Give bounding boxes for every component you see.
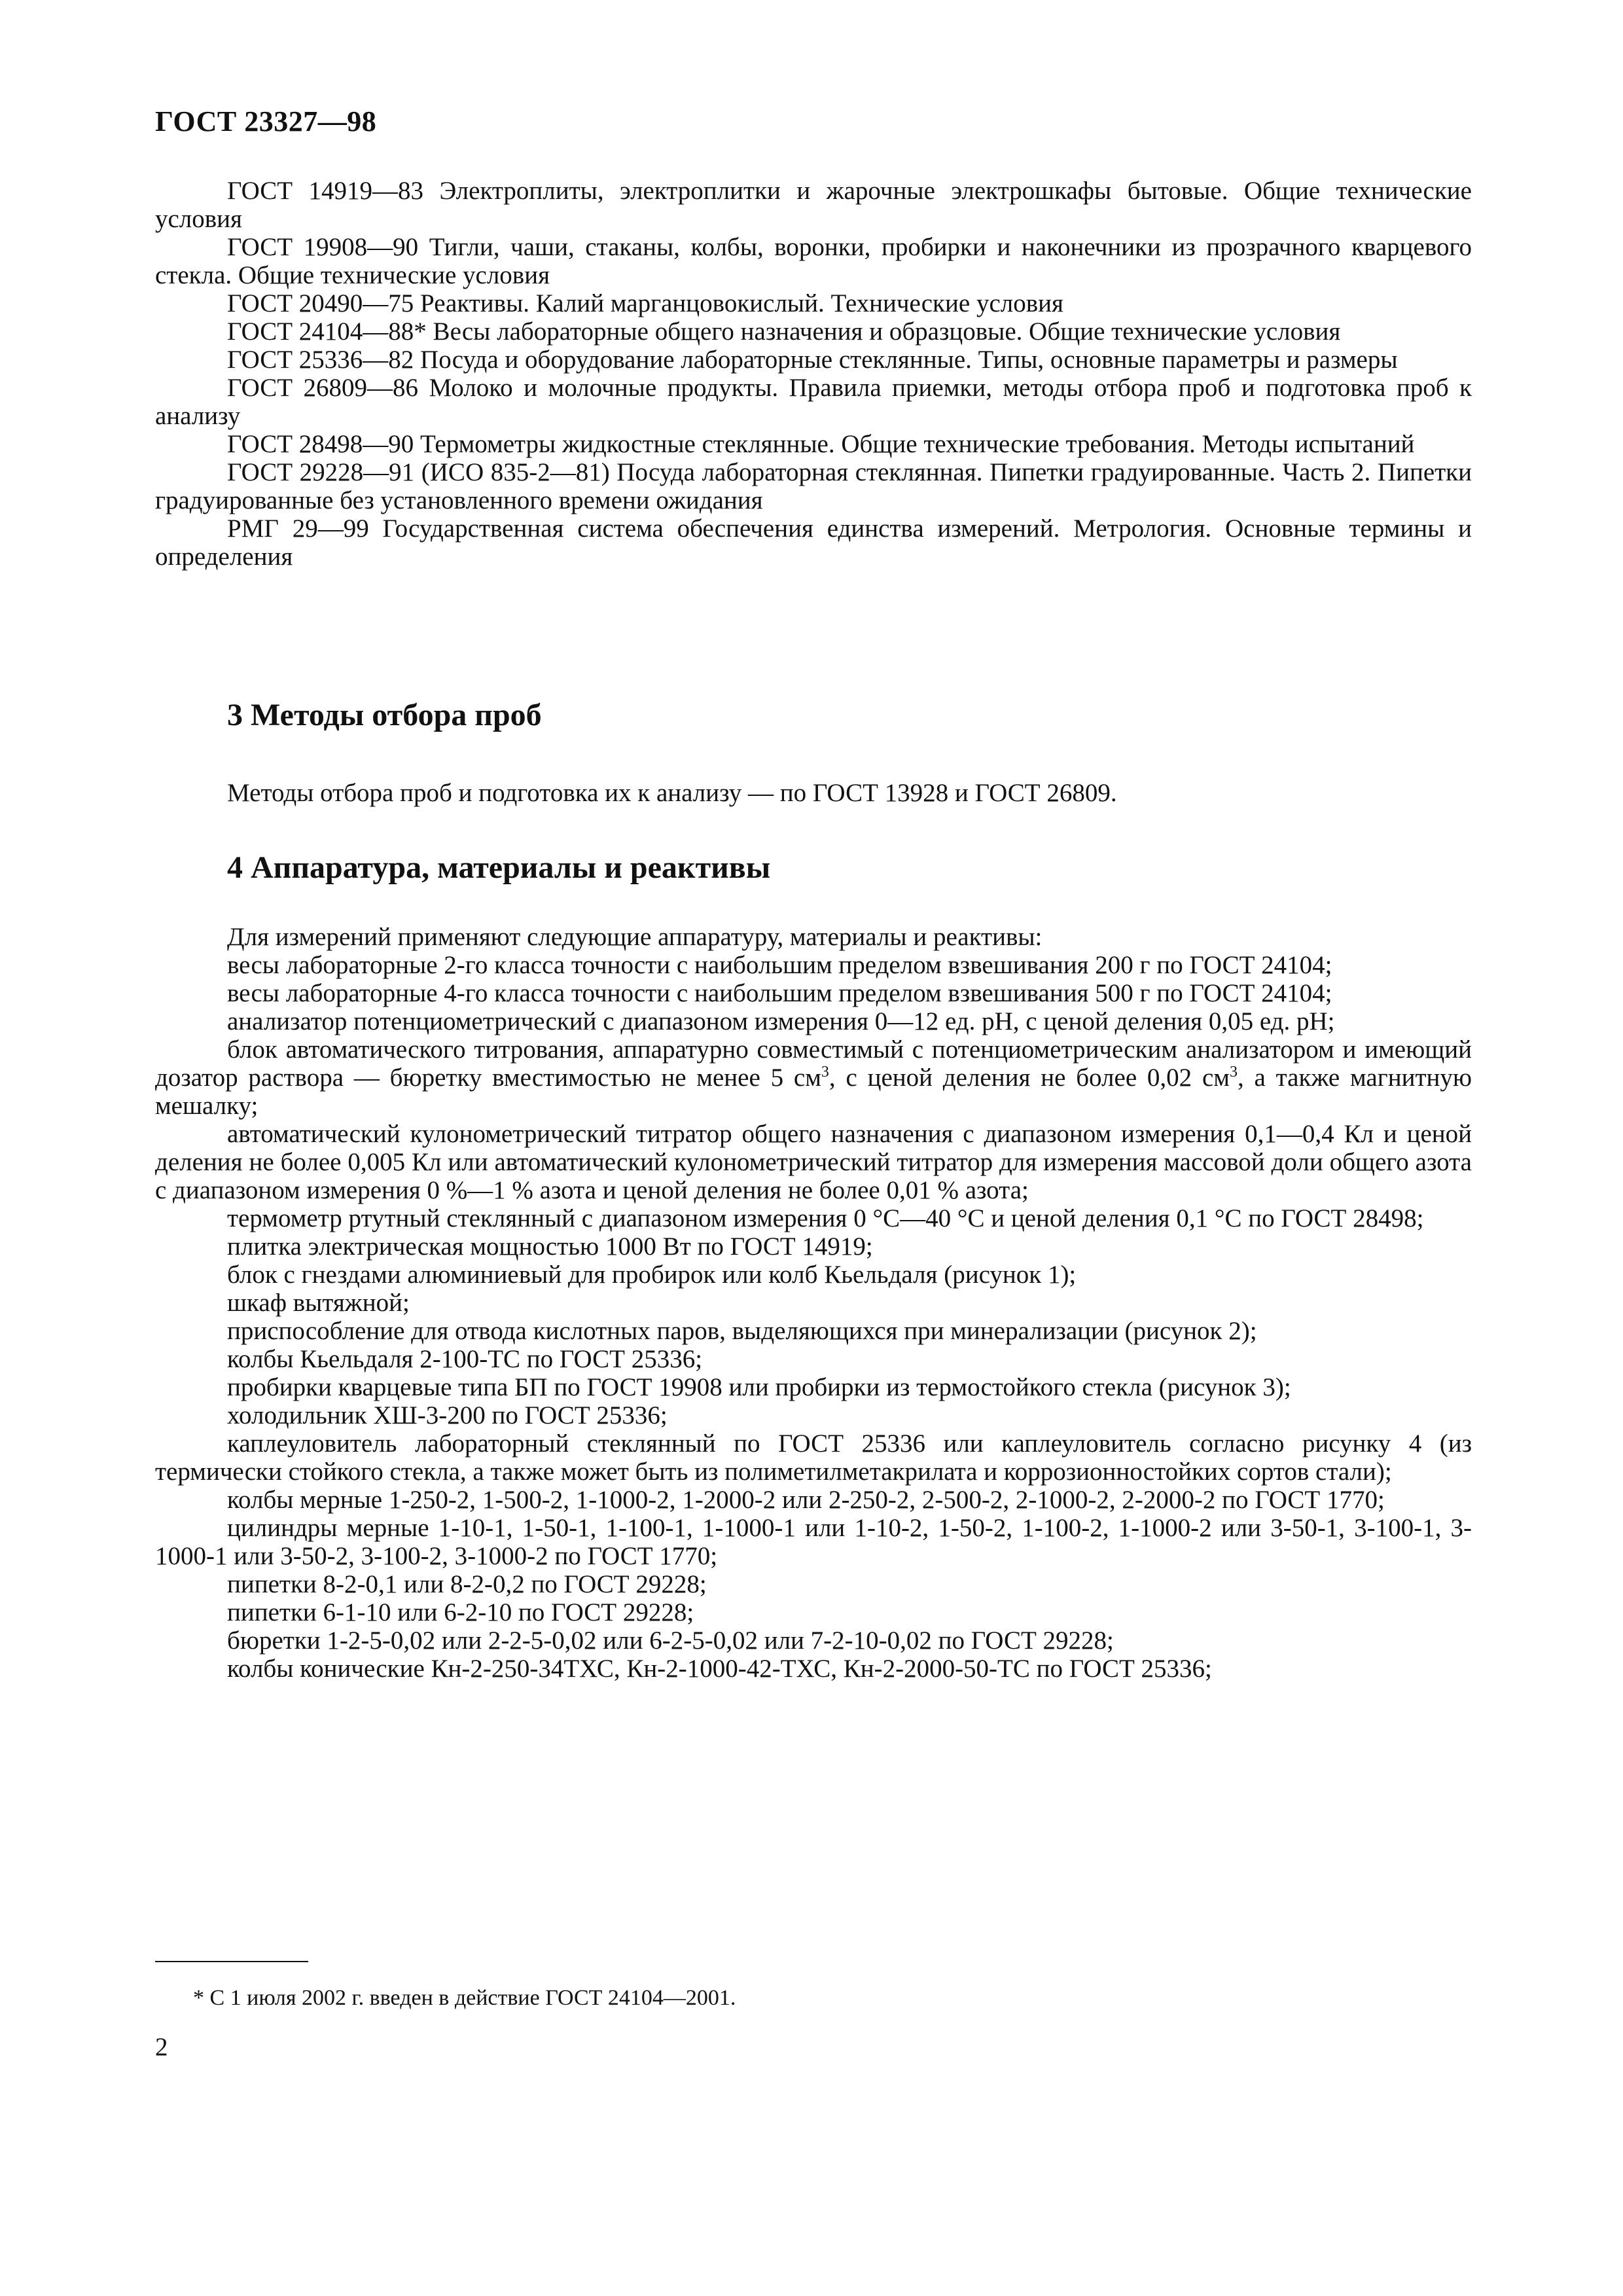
equipment-item: бюретки 1-2-5-0,02 или 2-2-5-0,02 или 6-2-5-0,02 или 7-2-10-0,02 по ГОСТ 29228; [227, 1626, 1114, 1655]
equipment-item: каплеуловитель лабораторный стеклянный по ГОСТ 25336 или каплеуловитель согласно рисунку 4 (из термически стойкого стекла, а также может быть из полиметилметакрилата и коррозионностойких сортов стали); [155, 1429, 1472, 1486]
section-3-text: Методы отбора проб и подготовка их к анализу — по ГОСТ 13928 и ГОСТ 26809. [227, 779, 1117, 807]
equipment-item: приспособление для отвода кислотных паров, выделяющихся при минерализации (рисунок 2); [227, 1317, 1257, 1345]
equipment-item: пипетки 6-1-10 или 6-2-10 по ГОСТ 29228; [227, 1598, 694, 1626]
reference-item: ГОСТ 29228—91 (ИСО 835-2—81) Посуда лабораторная стеклянная. Пипетки градуированные. Часть 2. Пипетки градуированные без установленного времени ожидания [155, 458, 1472, 514]
reference-item: ГОСТ 26809—86 Молоко и молочные продукты. Правила приемки, методы отбора проб и подготовка проб к анализу [155, 374, 1472, 430]
reference-item: ГОСТ 25336—82 Посуда и оборудование лабораторные стеклянные. Типы, основные параметры и размеры [227, 346, 1398, 374]
equipment-item-titration-block [155, 1035, 1472, 1120]
titration-text-3: , а также магнитную мешалку; [155, 1064, 1472, 1120]
equipment-item: цилиндры мерные 1-10-1, 1-50-1, 1-100-1, 1-1000-1 или 1-10-2, 1-50-2, 1-100-2, 1-1000-2 или 3-50-1, 3-100-1, 3-1000-1 или 3-50-2, 3-100-2, 3-1000-2 по ГОСТ 1770; [155, 1514, 1472, 1570]
reference-item: ГОСТ 20490—75 Реактивы. Калий марганцовокислый. Технические условия [227, 289, 1063, 317]
equipment-item: термометр ртутный стеклянный с диапазоном измерения 0 °С—40 °С и ценой деления 0,1 °С по ГОСТ 28498; [227, 1204, 1424, 1232]
equipment-item: пробирки кварцевые типа БП по ГОСТ 19908 или пробирки из термостойкого стекла (рисунок 3); [227, 1373, 1291, 1401]
reference-item: ГОСТ 24104—88* Весы лабораторные общего назначения и образцовые. Общие технические условия [227, 317, 1341, 346]
titration-text-1: блок автоматического титрования, аппаратурно совместимый с потенциометрическим анализатором и имеющий дозатор раствора — бюретку вместимостью не менее 5 см [155, 1035, 1472, 1092]
reference-item: ГОСТ 28498—90 Термометры жидкостные стеклянные. Общие технические требования. Методы испытаний [227, 430, 1415, 458]
reference-item: ГОСТ 19908—90 Тигли, чаши, стаканы, колбы, воронки, пробирки и наконечники из прозрачного кварцевого стекла. Общие технические условия [155, 233, 1472, 289]
equipment-item: плитка электрическая мощностью 1000 Вт по ГОСТ 14919; [227, 1232, 873, 1261]
normative-references [155, 177, 1472, 571]
equipment-item: холодильник ХШ-3-200 по ГОСТ 25336; [227, 1401, 668, 1429]
section-3-title: 3 Методы отбора проб [227, 698, 542, 732]
reference-item: ГОСТ 14919—83 Электроплиты, электроплитки и жарочные электрошкафы бытовые. Общие технические условия [155, 177, 1472, 233]
equipment-item: пипетки 8-2-0,1 или 8-2-0,2 по ГОСТ 29228; [227, 1570, 707, 1598]
section-3-body [155, 779, 1472, 807]
reference-item: РМГ 29—99 Государственная система обеспечения единства измерений. Метрология. Основные термины и определения [155, 514, 1472, 571]
section-4-body [155, 923, 1472, 1683]
equipment-item: весы лабораторные 4-го класса точности с наибольшим пределом взвешивания 500 г по ГОСТ 24104; [227, 979, 1332, 1007]
equipment-item: весы лабораторные 2-го класса точности с наибольшим пределом взвешивания 200 г по ГОСТ 24104; [227, 951, 1332, 979]
equipment-item: автоматический кулонометрический титратор общего назначения с диапазоном измерения 0,1—0,4 Кл и ценой деления не более 0,005 Кл или автоматический кулонометрический титратор для измерения массовой доли общего азота с диапазоном измерения 0 %—1 % азота и ценой деления не более 0,01 % азота; [155, 1120, 1472, 1204]
equipment-item: блок с гнездами алюминиевый для пробирок или колб Кьельдаля (рисунок 1); [227, 1261, 1077, 1289]
running-head: ГОСТ 23327—98 [155, 105, 377, 137]
section-4-title: 4 Аппаратура, материалы и реактивы [227, 850, 771, 885]
superscript-3: 3 [821, 1064, 829, 1081]
equipment-item: колбы конические Кн-2-250-34ТХС, Кн-2-1000-42-ТХС, Кн-2-2000-50-ТС по ГОСТ 25336; [227, 1655, 1212, 1683]
equipment-item: анализатор потенциометрический с диапазоном измерения 0—12 ед. pH, с ценой деления 0,05 ед. pH; [227, 1007, 1335, 1035]
equipment-item: колбы Кьельдаля 2-100-ТС по ГОСТ 25336; [227, 1345, 703, 1373]
titration-text-2: , с ценой деления не более 0,02 см [829, 1064, 1230, 1092]
page-number: 2 [155, 2033, 168, 2061]
equipment-item: колбы мерные 1-250-2, 1-500-2, 1-1000-2, 1-2000-2 или 2-250-2, 2-500-2, 2-1000-2, 2-2000-2 по ГОСТ 1770; [227, 1486, 1385, 1514]
footnote-divider [155, 1961, 308, 1962]
section-4-intro: Для измерений применяют следующие аппаратуру, материалы и реактивы: [227, 923, 1043, 951]
superscript-3: 3 [1229, 1064, 1238, 1081]
equipment-item: шкаф вытяжной; [227, 1289, 410, 1317]
footnote: * С 1 июля 2002 г. введен в действие ГОСТ 24104—2001. [193, 1986, 736, 2010]
